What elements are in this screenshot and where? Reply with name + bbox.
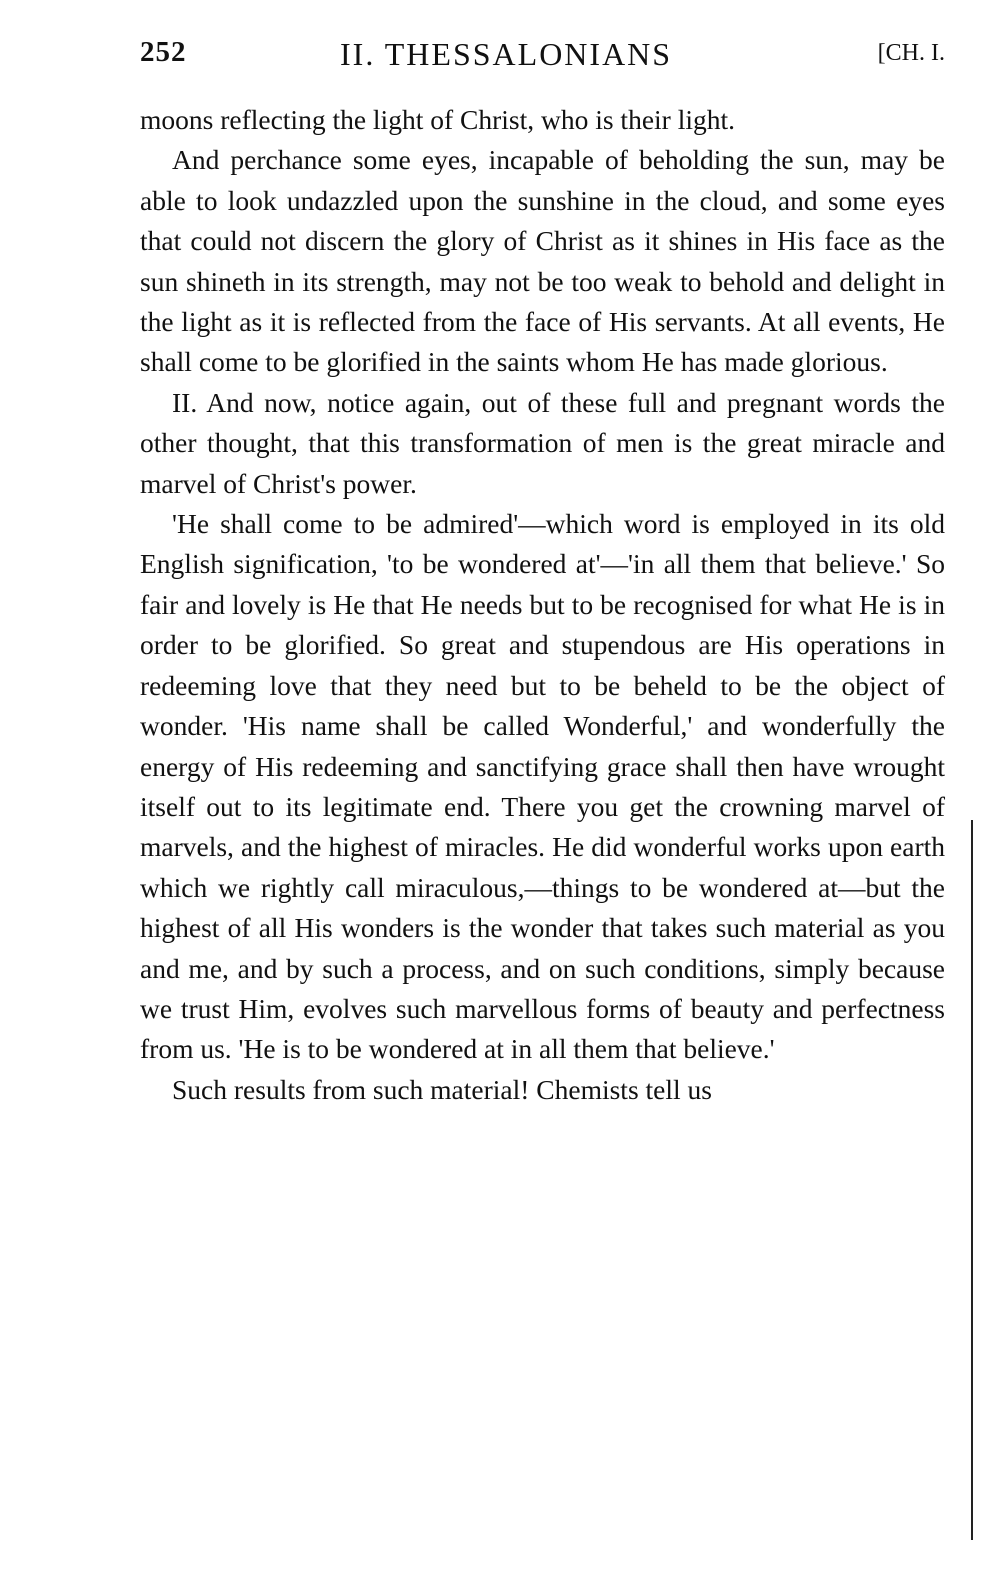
running-title: II. THESSALONIANS bbox=[340, 36, 673, 72]
paragraph: And perchance some eyes, incapable of beholding the sun, may be able to look undazzled upon the sunshine in the cloud, and some eyes that could not discern the glory of Christ as it shines in His face as the sun shineth in its strength, may not be too weak to behold and delight in the light as it is reflected from the face of His servants. At all events, He shall come to be glorified in the saints whom He has made glorious. bbox=[140, 144, 945, 378]
body-text bbox=[140, 100, 945, 1110]
chapter-reference: [CH. I. bbox=[877, 40, 945, 66]
margin-rule bbox=[971, 820, 973, 1540]
page-number: 252 bbox=[140, 36, 187, 68]
paragraph-continued: Such results from such material! Chemists tell us bbox=[172, 1073, 712, 1105]
paragraph: 'He shall come to be admired'—which word is employed in its old English signification, 'to be wondered at'—'in all them that believe.' So fair and lovely is He that He needs but to be recognised for what He is in order to be glorified. So great and stupendous are His operations in redeeming love that they need but to be beheld to be the object of wonder. 'His name shall be called Wonderful,' and wonderfully the energy of His redeeming and sanctifying grace shall then have wrought itself out to its legitimate end. There you get the crowning marvel of marvels, and the highest of miracles. He did wonderful works upon earth which we rightly call miraculous,—things to be wondered at—but the highest of all His wonders is the wonder that takes such material as you and me, and by such a process, and on such conditions, simply because we trust Him, evolves such marvellous forms of beauty and perfectness from us. 'He is to be wondered at in all them that believe.' bbox=[140, 508, 945, 1065]
running-header bbox=[140, 36, 945, 80]
paragraph-continuation: moons reflecting the light of Christ, who is their light. bbox=[140, 104, 735, 135]
paragraph-section-two: II. And now, notice again, out of these full and pregnant words the other thought, that this transformation of men is the great miracle and marvel of Christ's power. bbox=[140, 386, 945, 499]
